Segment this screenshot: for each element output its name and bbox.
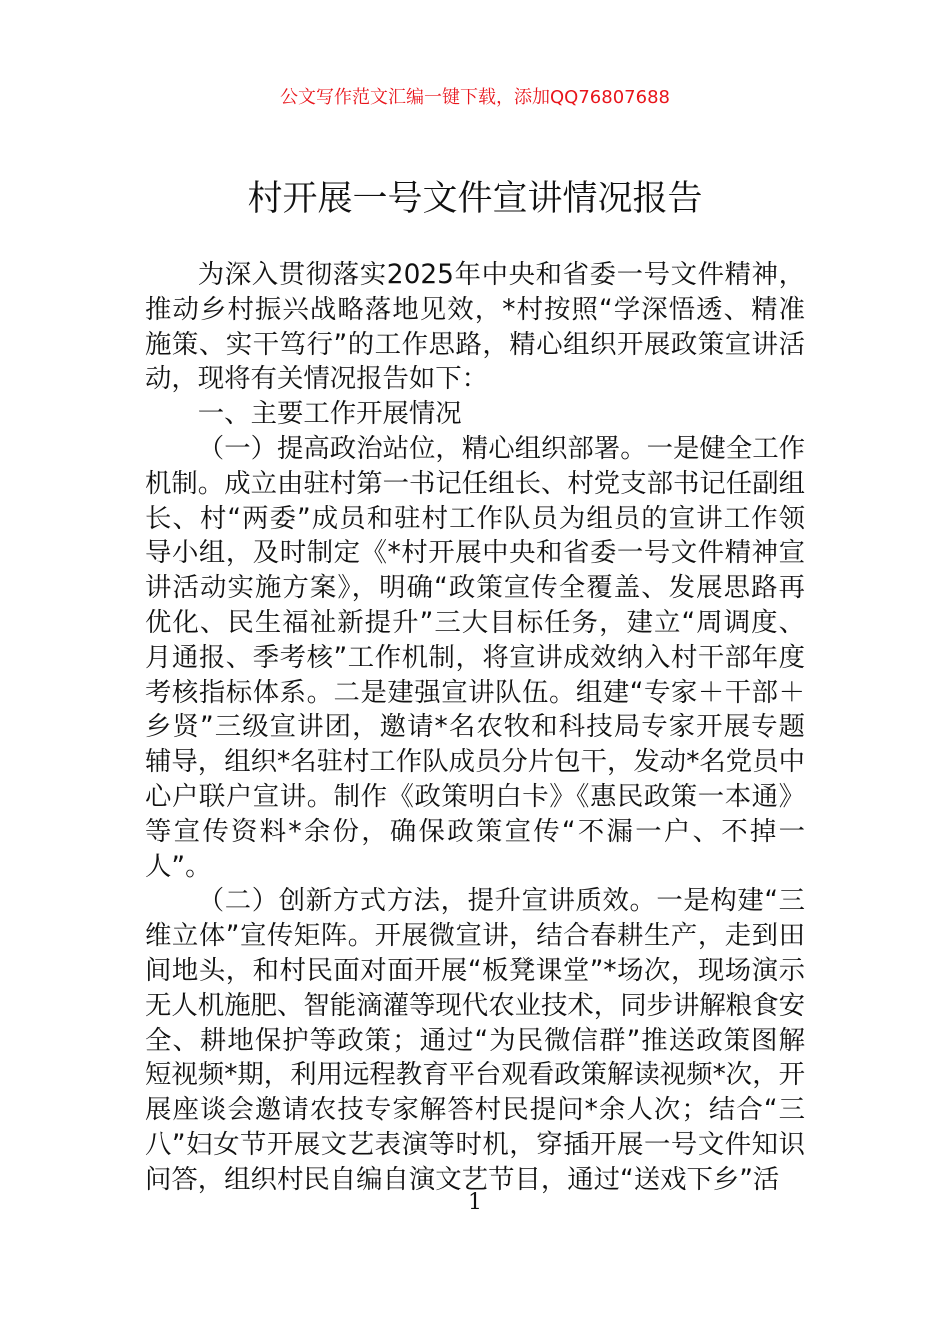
- document-body: [145, 258, 805, 1198]
- body-paragraph: （二）创新方式方法，提升宣讲质效。一是构建“三维立体”宣传矩阵。开展微宣讲，结合春耕生产，走到田间地头，和村民面对面开展“板凳课堂”*场次，现场演示无人机施肥、智能滴灌等现代农业技术，同步讲解粮食安全、耕地保护等政策；通过“为民微信群”推送政策图解短视频*期，利用远程教育平台观看政策解读视频*次，开展座谈会邀请农技专家解答村民提问*余人次；结合“三八”妇女节开展文艺表演等时机，穿插开展一号文件知识问答，组织村民自编自演文艺节目，通过“送戏下乡”活: [145, 885, 805, 1195]
- download-notice: 公文写作范文汇编一键下载，添加QQ76807688: [280, 87, 670, 108]
- page-number: 1: [468, 1190, 482, 1215]
- intro-paragraph: 为深入贯彻落实2025年中央和省委一号文件精神，推动乡村振兴战略落地见效，*村按照“学深悟透、精准施策、实干笃行”的工作思路，精心组织开展政策宣讲活动，现将有关情况报告如下：: [145, 259, 805, 395]
- document-title: 村开展一号文件宣讲情况报告: [247, 179, 703, 219]
- body-paragraph: （一）提高政治站位，精心组织部署。一是健全工作机制。成立由驻村第一书记任组长、村党支部书记任副组长、村“两委”成员和驻村工作队员为组员的宣讲工作领导小组，及时制定《*村开展中央和省委一号文件精神宣讲活动实施方案》，明确“政策宣传全覆盖、发展思路再优化、民生福祉新提升”三大目标任务，建立“周调度、月通报、季考核”工作机制，将宣讲成效纳入村干部年度考核指标体系。二是建强宣讲队伍。组建“专家＋干部＋乡贤”三级宣讲团，邀请*名农牧和科技局专家开展专题辅导，组织*名驻村工作队成员分片包干，发动*名党员中心户联户宣讲。制作《政策明白卡》《惠民政策一本通》等宣传资料*余份，确保政策宣传“不漏一户、不掉一人”。: [145, 432, 805, 882]
- section-heading: 一、主要工作开展情况: [197, 398, 462, 430]
